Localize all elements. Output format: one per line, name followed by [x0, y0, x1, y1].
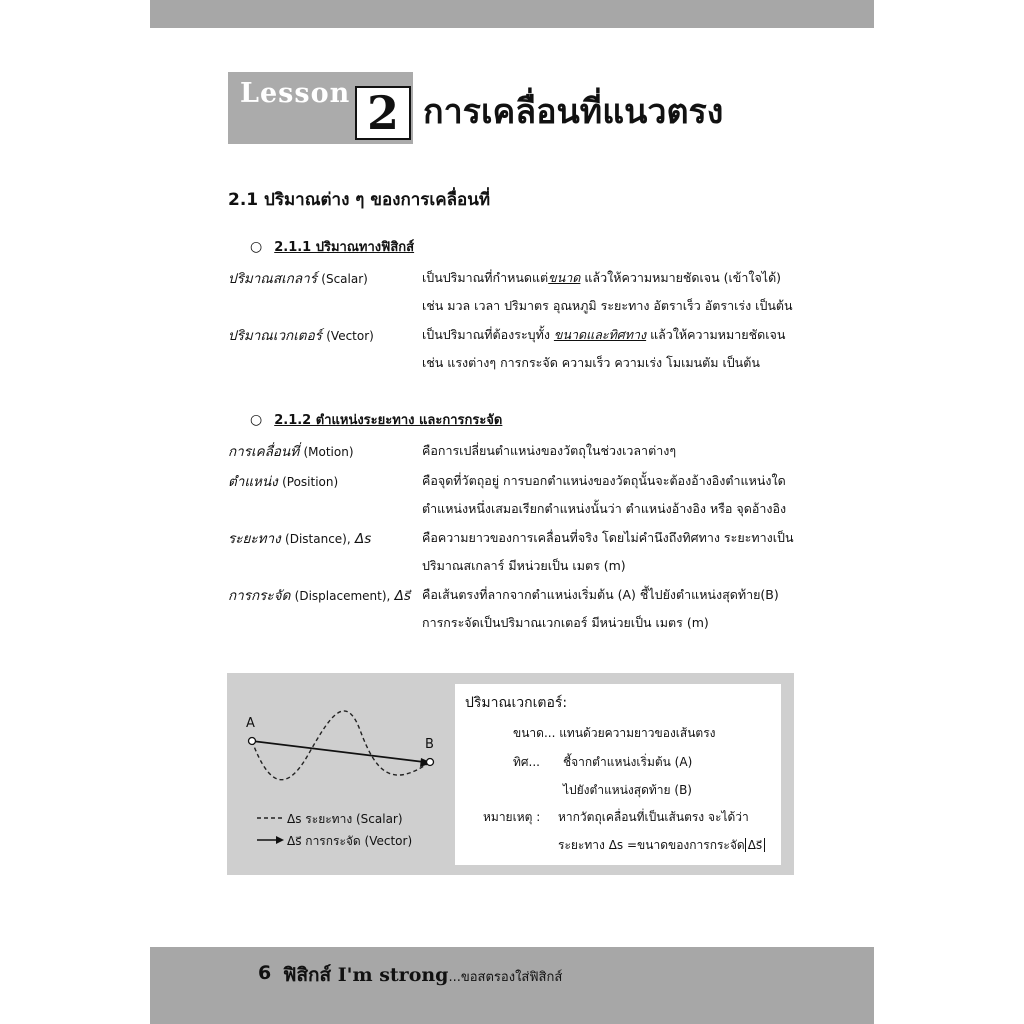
def-vector-line-2: เช่น แรงต่างๆ การกระจัด ความเร็ว ความเร่ง โมเมนตัม เป็นต้น [422, 355, 760, 370]
term-scalar: ปริมาณสเกลาร์ (Scalar) [228, 271, 368, 287]
def-distance-line-2: ปริมาณสเกลาร์ มีหน่วยเป็น เมตร (m) [422, 558, 626, 573]
card-magnitude: ขนาด... แทนด้วยความยาวของเส้นตรง [513, 726, 716, 740]
term-displacement: การกระจัด (Displacement), Δs⃗ [228, 588, 411, 604]
lesson-title: การเคลื่อนที่แนวตรง [423, 92, 724, 132]
def-vector-line-1: เป็นปริมาณที่ต้องระบุทั้ง ขนาดและทิศทาง แล้วให้ความหมายชัดเจน [422, 327, 786, 342]
point-b-label: B [425, 737, 434, 752]
card-note-label: หมายเหตุ : [483, 810, 541, 824]
point-a-marker [249, 738, 256, 745]
card-note-2: ระยะทาง Δs =ขนาดของการกระจัด Δs⃗ [558, 836, 765, 855]
card-direction-1: ชี้จากตำแหน่งเริ่มต้น (A) [563, 755, 693, 769]
def-displacement-line-1: คือเส้นตรงที่ลากจากตำแหน่งเริ่มต้น (A) ชี้ไปยังตำแหน่งสุดท้าย(B) [422, 587, 779, 602]
term-motion: การเคลื่อนที่ (Motion) [228, 444, 354, 460]
subsection-heading-2-text: 2.1.2 ตำแหน่งระยะทาง และการกระจัด [274, 413, 503, 428]
card-note-1: หากวัตถุเคลื่อนที่เป็นเส้นตรง จะได้ว่า [558, 810, 749, 824]
abs-displacement: Δs⃗ [745, 838, 765, 852]
def-displacement-line-2: การกระจัดเป็นปริมาณเวกเตอร์ มีหน่วยเป็น เมตร (m) [422, 615, 709, 630]
def-motion-line-1: คือการเปลี่ยนตำแหน่งของวัตถุในช่วงเวลาต่างๆ [422, 443, 677, 458]
card-title: ปริมาณเวกเตอร์: [465, 695, 568, 711]
lesson-word: Lesson [240, 78, 351, 109]
legend-scalar: Δs ระยะทาง (Scalar) [287, 812, 403, 826]
def-distance-line-1: คือความยาวของการเคลื่อนที่จริง โดยไม่คำนึงถึงทิศทาง ระยะทางเป็น [422, 530, 794, 545]
point-a-label: A [246, 716, 255, 731]
def-position-line-2: ตำแหน่งหนึ่งเสมอเรียกตำแหน่งนั้นว่า ตำแหน่งอ้างอิง หรือ จุดอ้างอิง [422, 501, 787, 516]
path-curve [252, 711, 430, 780]
footer-title: ฟิสิกส์ I'm strong...ขอสตรองใส่ฟิสิกส์ [283, 964, 563, 986]
card-direction-label: ทิศ... [513, 755, 540, 769]
legend-arrow-head-icon [276, 836, 284, 844]
bullet-circle-icon: ○ [250, 412, 263, 428]
displacement-arrow [252, 741, 424, 762]
bullet-circle-icon: ○ [250, 239, 263, 255]
def-scalar-line-2: เช่น มวล เวลา ปริมาตร อุณหภูมิ ระยะทาง อัตราเร็ว อัตราเร่ง เป็นต้น [422, 298, 793, 313]
page-number: 6 [258, 962, 272, 984]
term-position: ตำแหน่ง (Position) [228, 474, 339, 490]
displacement-symbol: Δs⃗ [394, 588, 411, 604]
def-scalar-line-1: เป็นปริมาณที่กำหนดแต่ขนาด แล้วให้ความหมายชัดเจน (เข้าใจได้) [422, 270, 782, 285]
term-vector: ปริมาณเวกเตอร์ (Vector) [228, 328, 374, 344]
lesson-number: 2 [355, 86, 411, 140]
section-heading: 2.1 ปริมาณต่าง ๆ ของการเคลื่อนที่ [228, 190, 491, 210]
card-direction-2: ไปยังตำแหน่งสุดท้าย (B) [563, 783, 692, 797]
legend-vector: Δs⃗ การกระจัด (Vector) [287, 834, 413, 848]
def-position-line-1: คือจุดที่วัตถุอยู่ การบอกตำแหน่งของวัตถุนั้นจะต้องอ้างอิงตำแหน่งใด [422, 473, 786, 488]
distance-symbol: Δs [354, 531, 372, 547]
point-b-marker [427, 759, 434, 766]
subsection-heading-1-text: 2.1.1 ปริมาณทางฟิสิกส์ [274, 240, 415, 255]
term-distance: ระยะทาง (Distance), Δs [228, 531, 372, 547]
